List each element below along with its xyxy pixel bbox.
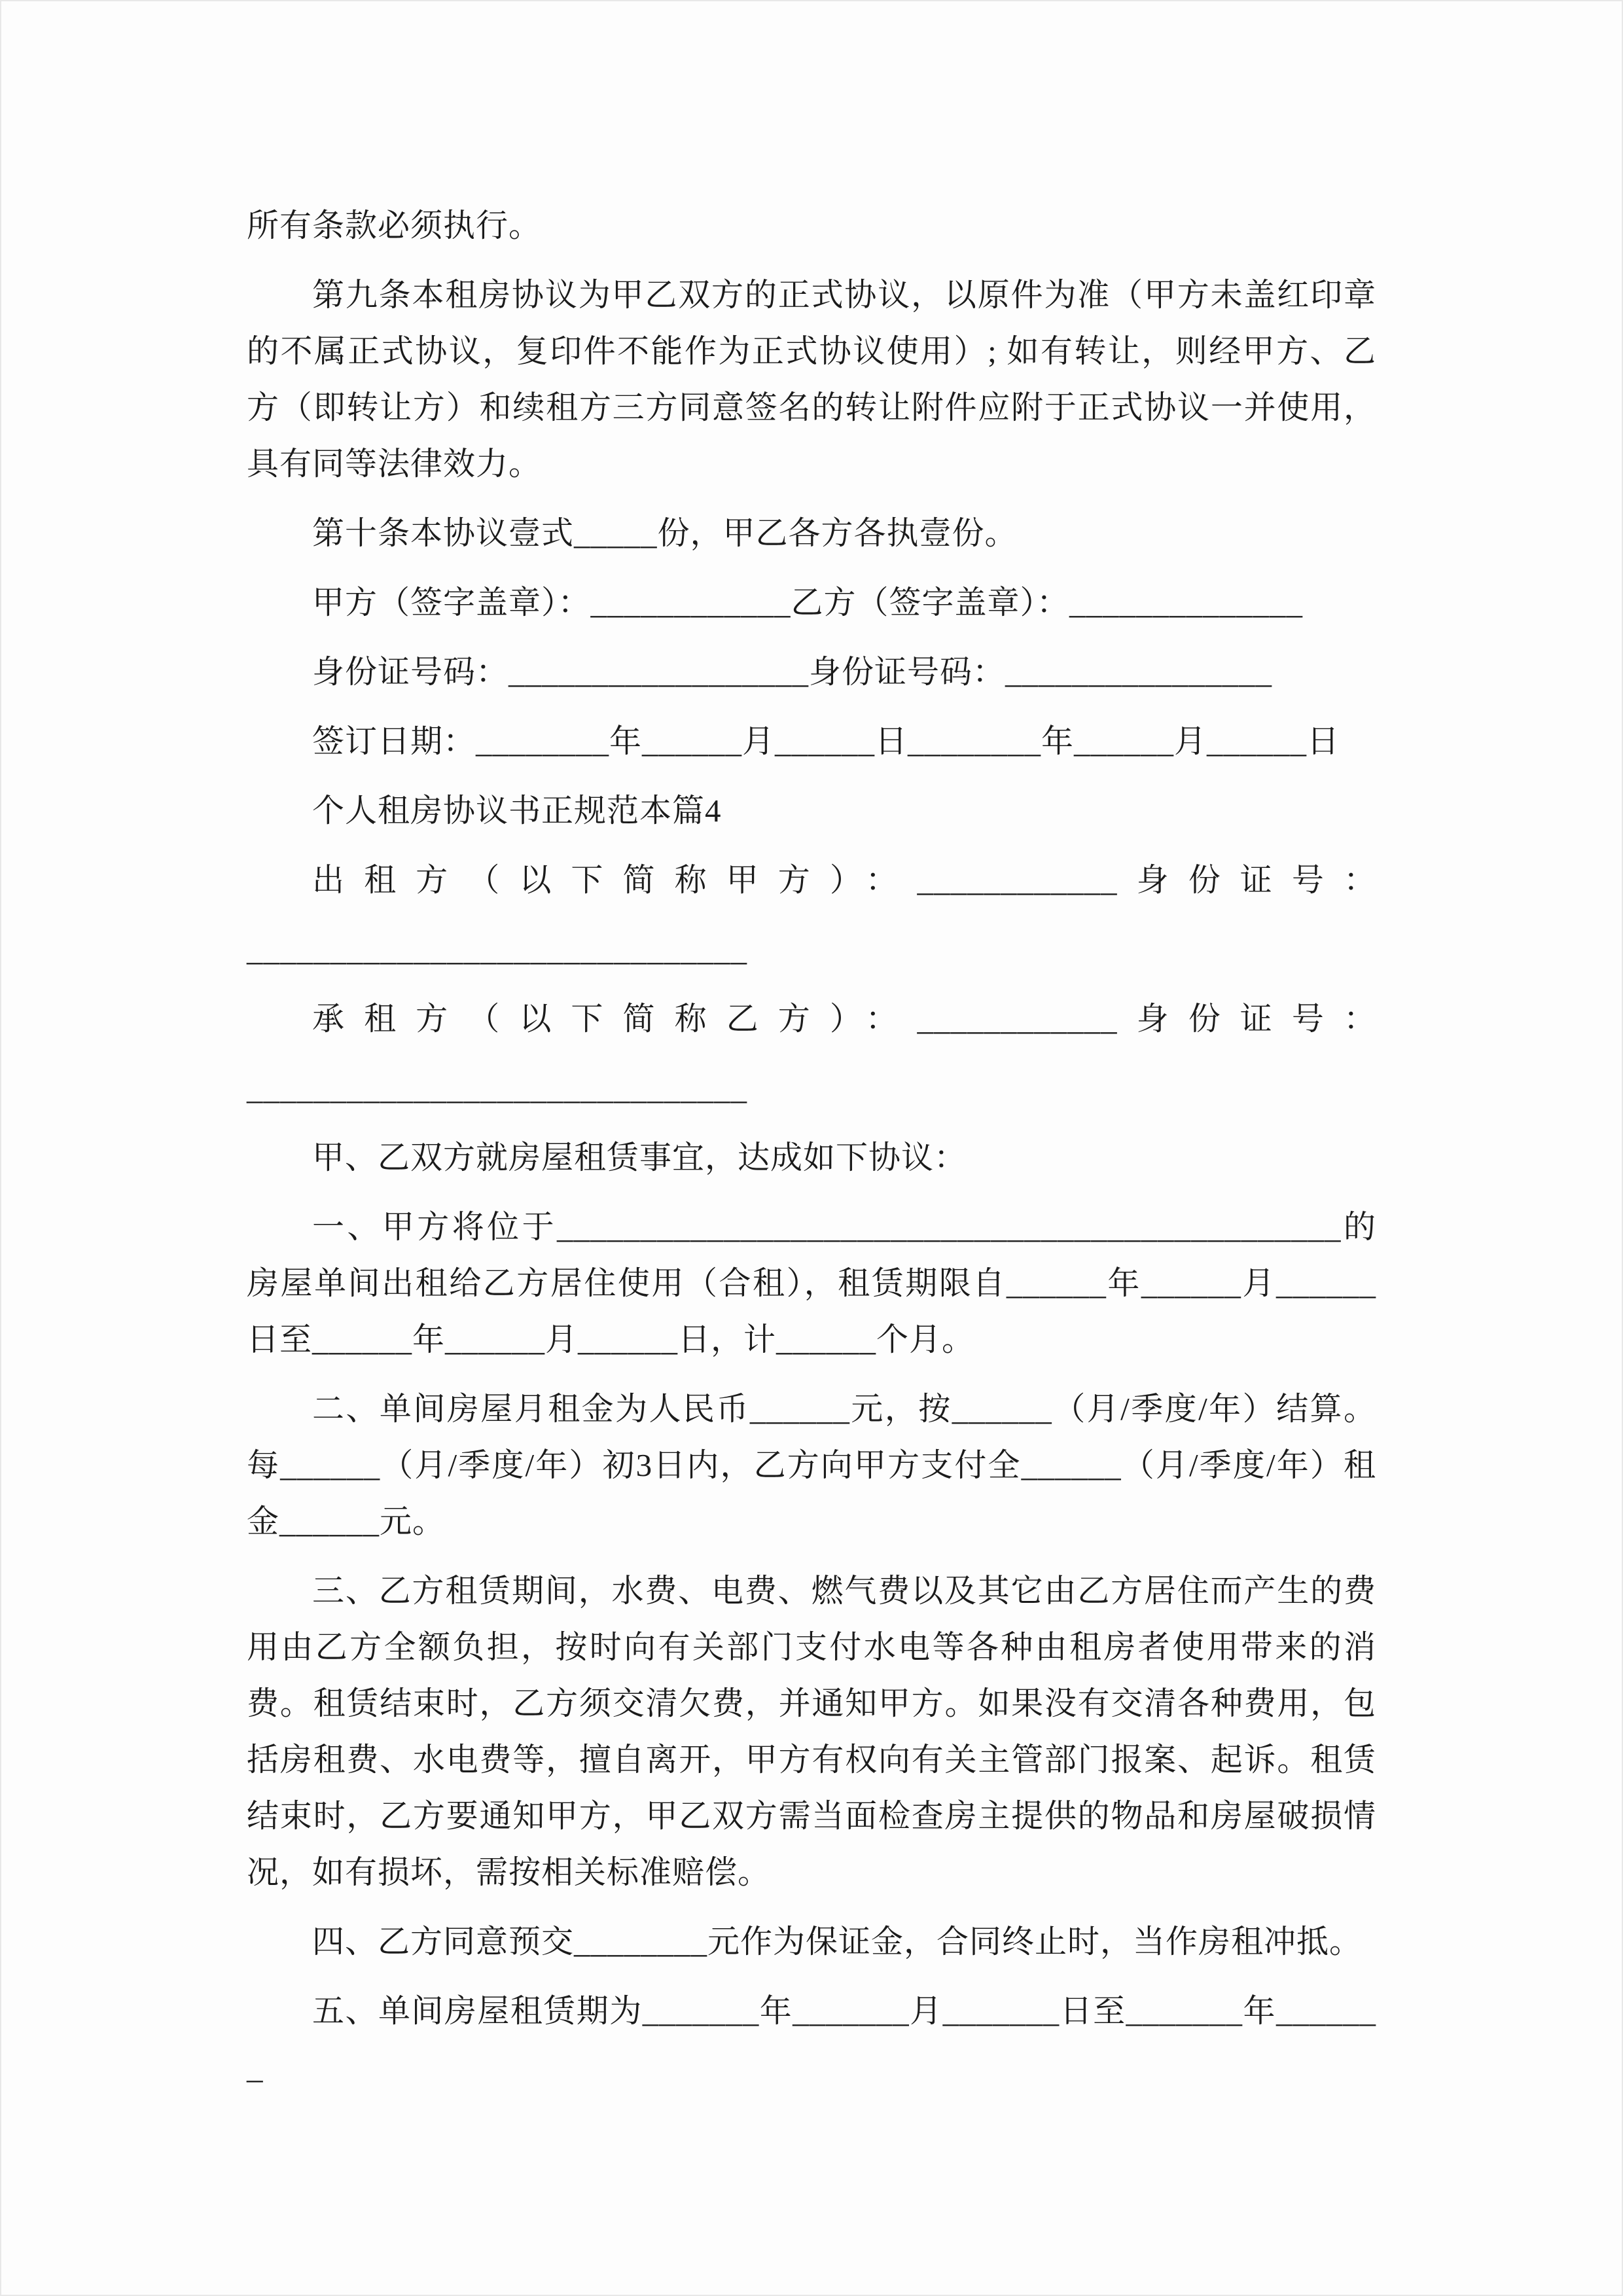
signing-date-line: 签订日期：________年______月______日________年______月______日 [312,723,1340,759]
paragraph-clause-10: 第十条本协议壹式_____份，甲乙各方各执壹份。 [312,515,1018,551]
agreement-intro: 甲、乙双方就房屋租赁事宜，达成如下协议： [312,1139,967,1175]
paragraph-clause-5: 五、单间房屋租赁期为_______年_______月_______日至_______年_______ [247,1993,1376,2085]
paragraph-clause-8-tail: 所有条款必须执行。 [247,207,542,243]
lessor-blank-line: ______________________________ [247,931,747,967]
lessee-blank-line: ______________________________ [247,1070,747,1106]
signature-line: 甲方（签字盖章）：____________乙方（签字盖章）：______________ [312,584,1304,620]
section-title: 个人租房协议书正规范本篇4 [312,793,722,829]
paragraph-clause-2: 二、单间房屋月租金为人民币______元，按______（月/季度/年）结算。每______（月/季度/年）初3日内，乙方向甲方支付全______（月/季度/年）租金______元。 [247,1391,1376,1539]
paragraph-clause-1: 一、甲方将位于_______________________________________________的房屋单间出租给乙方居住使用（合租），租赁期限自______年______月______日至______年______月______日，计______个月。 [247,1209,1376,1357]
paragraph-clause-9: 第九条本租房协议为甲乙双方的正式协议，以原件为准（甲方未盖红印章的不属正式协议，复印件不能作为正式协议使用）; 如有转让，则经甲方、乙方（即转让方）和续租方三方同意签名的转让附件应附于正式协议一并使用，具有同等法律效力。 [247,277,1376,482]
id-number-line: 身份证号码：__________________身份证号码：________________ [312,654,1273,690]
lessee-line: 承租方（以下简称乙方）：____________身份证号： [312,1001,1376,1037]
lessor-line: 出租方（以下简称甲方）：____________身份证号： [312,862,1376,898]
paragraph-clause-3: 三、乙方租赁期间，水费、电费、燃气费以及其它由乙方居住而产生的费用由乙方全额负担，按时向有关部门支付水电等各种由租房者使用带来的消费。租赁结束时，乙方须交清欠费，并通知甲方。如果没有交清各种费用，包括房租费、水电费等，擅自离开，甲方有权向有关主管部门报案、起诉。租赁结束时，乙方要通知甲方，甲乙双方需当面检查房主提供的物品和房屋破损情况，如有损坏，需按相关标准赔偿。 [247,1573,1376,1890]
paragraph-clause-4: 四、乙方同意预交________元作为保证金，合同终止时，当作房租冲抵。 [312,1924,1363,1960]
